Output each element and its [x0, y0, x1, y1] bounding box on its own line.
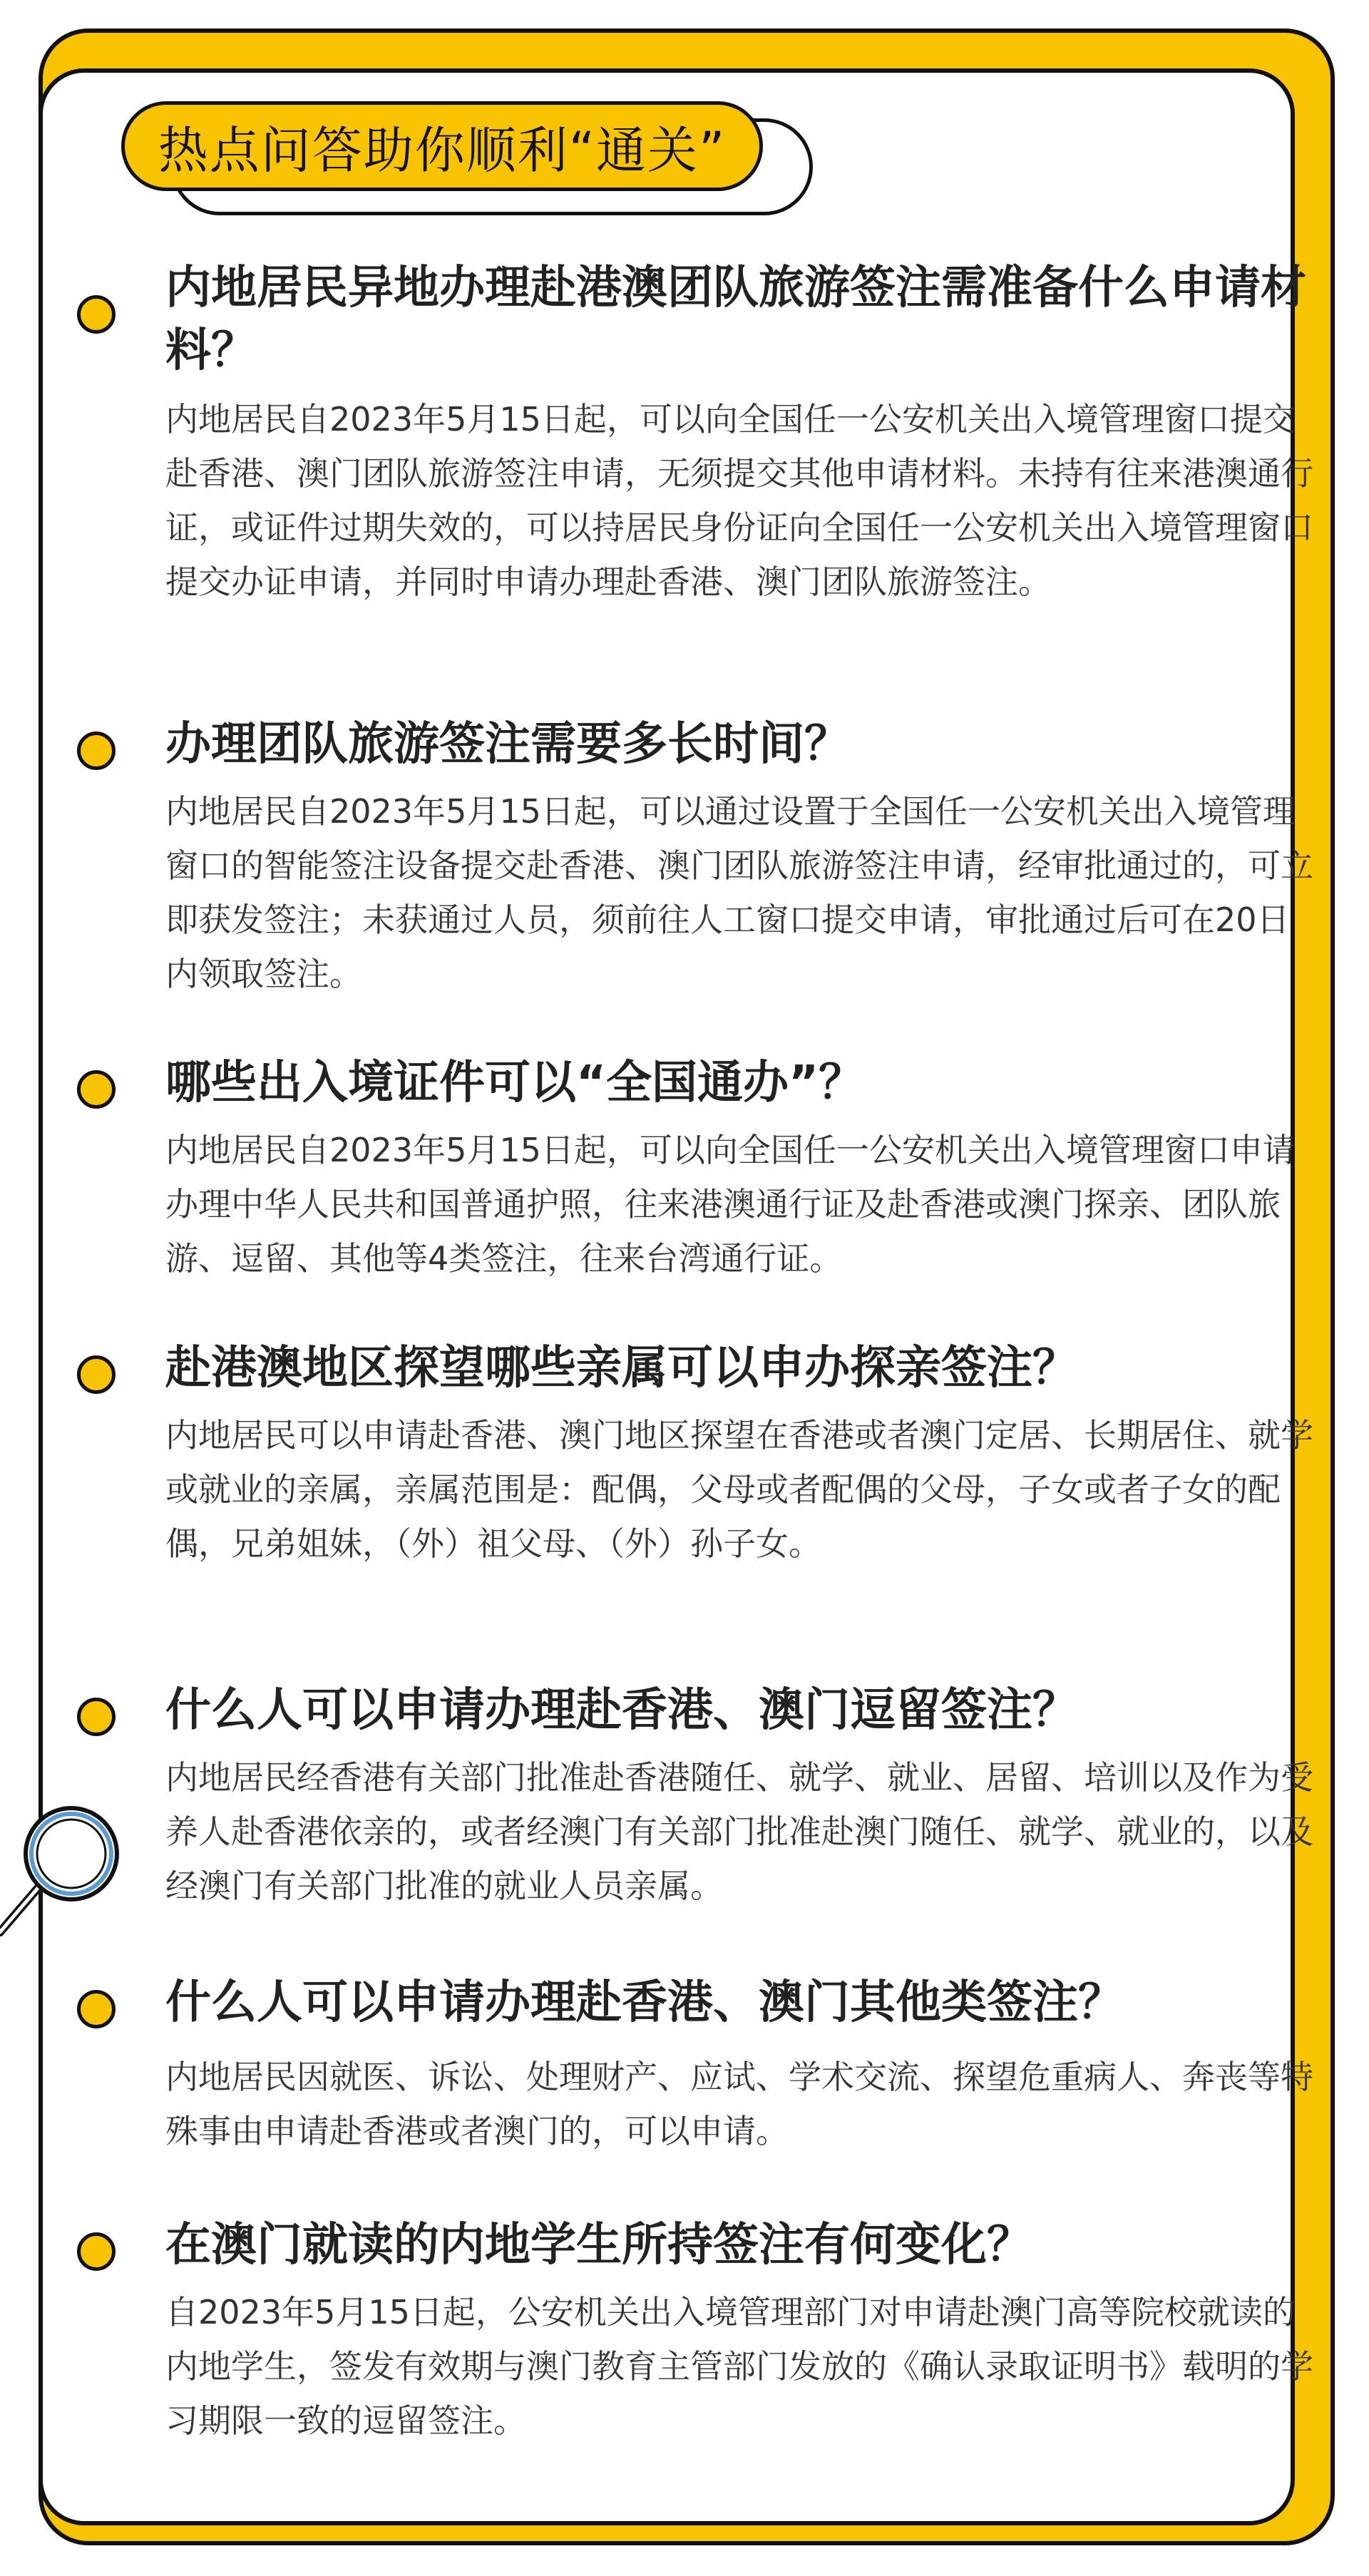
bullet-dot — [77, 2232, 116, 2271]
answer-4: 内地居民可以申请赴香港、澳门地区探望在香港或者澳门定居、长期居住、就学或就业的亲属，亲属范围是：配偶，父母或者配偶的父母，子女或者子女的配偶，兄弟姐妹，（外）祖父母、（外）孙子女。 — [165, 1416, 1313, 1563]
question-1: 内地居民异地办理赴港澳团队旅游签注需准备什么申请材料？ — [165, 262, 1306, 377]
answer-1: 内地居民自2023年5月15日起，可以向全国任一公安机关出入境管理窗口提交赴香港、澳门团队旅游签注申请，无须提交其他申请材料。未持有往来港澳通行证，或证件过期失效的，可以持居民身份证向全国任一公安机关出入境管理窗口提交办证申请，并同时申请办理赴香港、澳门团队旅游签注。 — [165, 400, 1313, 601]
title-pill — [121, 101, 763, 191]
question-7: 在澳门就读的内地学生所持签注有何变化？ — [165, 2219, 1032, 2272]
answer-2: 内地居民自2023年5月15日起，可以通过设置于全国任一公安机关出入境管理窗口的智能签注设备提交赴香港、澳门团队旅游签注申请，经审批通过的，可立即获发签注；未获通过人员，须前往人工窗口提交申请，审批通过后可在20日内领取签注。 — [165, 792, 1313, 993]
question-3: 哪些出入境证件可以“全国通办”？ — [165, 1057, 865, 1109]
question-4: 赴港澳地区探望哪些亲属可以申办探亲签注？ — [165, 1342, 1078, 1395]
magnifier-icon — [0, 1797, 128, 1939]
answer-6: 内地居民因就医、诉讼、处理财产、应试、学术交流、探望危重病人、奔丧等特殊事由申请赴香港或者澳门的，可以申请。 — [165, 2058, 1313, 2150]
bullet-dot — [77, 1070, 116, 1109]
question-5: 什么人可以申请办理赴香港、澳门逗留签注？ — [165, 1684, 1078, 1737]
answer-7: 自2023年5月15日起，公安机关出入境管理部门对申请赴澳门高等院校就读的内地学生，签发有效期与澳门教育主管部门发放的《确认录取证明书》载明的学习期限一致的逗留签注。 — [165, 2293, 1313, 2440]
page-title: 热点问答助你顺利“通关” — [158, 120, 727, 180]
answer-3: 内地居民自2023年5月15日起，可以向全国任一公安机关出入境管理窗口申请办理中华人民共和国普通护照，往来港澳通行证及赴香港或澳门探亲、团队旅游、逗留、其他等4类签注，往来台湾通行证。 — [165, 1131, 1296, 1278]
bullet-dot — [77, 732, 116, 770]
bullet-dot — [77, 1698, 116, 1736]
question-6: 什么人可以申请办理赴香港、澳门其他类签注？ — [165, 1976, 1124, 2029]
question-2: 办理团队旅游签注需要多长时间？ — [165, 718, 850, 771]
bullet-dot — [77, 1355, 116, 1394]
bullet-dot — [77, 295, 116, 334]
bullet-dot — [77, 1990, 116, 2028]
answer-5: 内地居民经香港有关部门批准赴香港随任、就学、就业、居留、培训以及作为受养人赴香港依亲的，或者经澳门有关部门批准赴澳门随任、就学、就业的，以及经澳门有关部门批准的就业人员亲属。 — [165, 1758, 1313, 1905]
